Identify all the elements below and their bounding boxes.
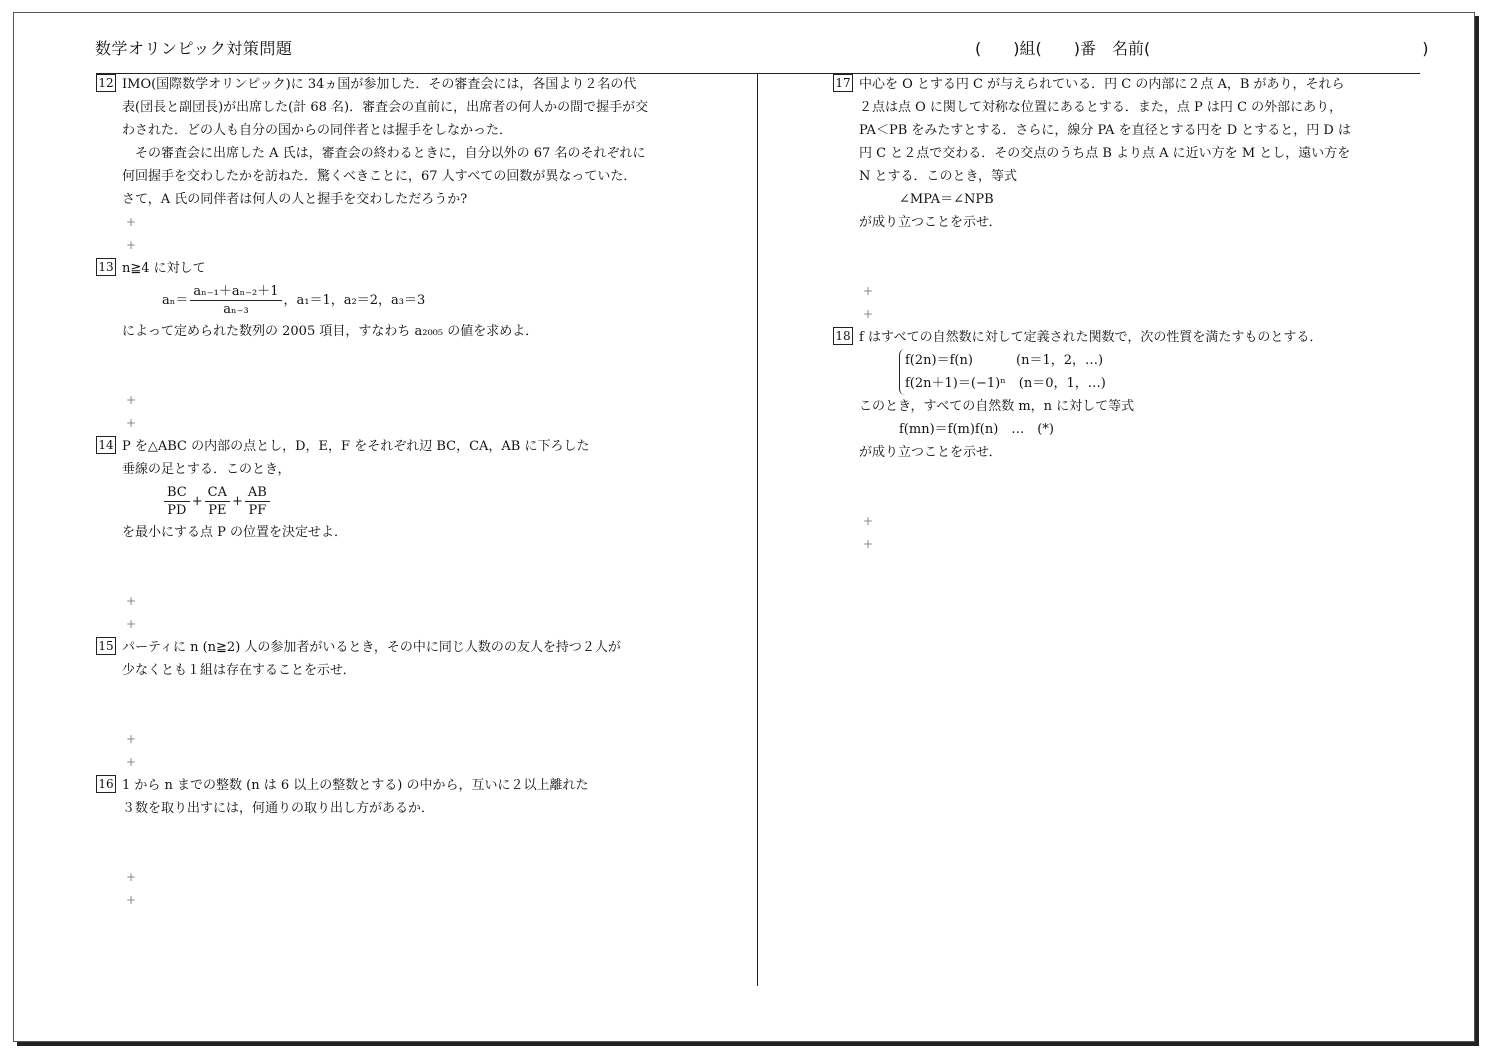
plus-operator: + xyxy=(191,493,203,509)
case-odd: f(2n＋1)＝(−1)ⁿ (n＝0，1，…) xyxy=(905,376,1106,391)
fraction-numerator: BC xyxy=(164,484,190,502)
problem-text-line: P を△ABC の内部の点とし，D，E，F をそれぞれ辺 BC，CA，AB に下ろした xyxy=(122,439,590,454)
problem-13 xyxy=(96,257,736,435)
problem-text-line: PA＜PB をみたすとする．さらに，線分 PA を直径とする円を D とすると，円 D は xyxy=(859,123,1351,138)
problem-text-line: f はすべての自然数に対して定義された関数で，次の性質を満たすものとする． xyxy=(859,330,1323,345)
page-title: 数学オリンピック対策問題 xyxy=(95,39,293,58)
multiplicative-equation: f(mn)＝f(m)f(n) … (*) xyxy=(899,422,1054,437)
plus-mark: + xyxy=(126,732,137,746)
problem-number-box: 18 xyxy=(833,327,853,345)
left-column xyxy=(96,73,736,912)
fraction-denominator: PE xyxy=(208,502,227,518)
problem-text-line: このとき，すべての自然数 m，n に対して等式 xyxy=(859,399,1135,414)
fraction-numerator: CA xyxy=(205,484,230,502)
plus-mark: + xyxy=(126,215,137,229)
problem-text-line: ２点は点 O に関して対称な位置にあるとする．また，点 P は円 C の外部にあり， xyxy=(859,100,1343,115)
ratio-sum-formula xyxy=(96,481,736,521)
cases-brace xyxy=(899,349,1106,395)
problem-text-line: を最小にする点 P の位置を決定せよ． xyxy=(122,525,348,540)
problem-number-box: 14 xyxy=(96,436,116,454)
problem-text-line: パーティに n (n≧2) 人の参加者がいるとき，その中に同じ人数のの友人を持つ２人が xyxy=(122,640,621,655)
plus-mark: + xyxy=(863,537,874,551)
plus-mark: + xyxy=(126,238,137,252)
fraction-numerator: AB xyxy=(245,484,270,502)
problem-17 xyxy=(833,73,1413,326)
problem-text-line: が成り立つことを示せ． xyxy=(859,215,1002,230)
problem-text-line: わされた．どの人も自分の国からの同伴者とは握手をしなかった． xyxy=(122,123,513,138)
fraction-denominator: PD xyxy=(167,502,187,518)
fraction-denominator: aₙ₋₃ xyxy=(223,301,249,317)
problem-number-box: 12 xyxy=(96,74,116,92)
formula-lhs: aₙ＝ xyxy=(162,292,189,308)
problem-text-line: その審査会に出席した A 氏は，審査会の終わるときに，自分以外の 67 名のそれぞれに xyxy=(122,146,646,161)
angle-equation: ∠MPA＝∠NPB xyxy=(899,192,994,207)
problem-text-line: ３数を取り出すには，何通りの取り出し方があるか． xyxy=(122,801,435,816)
problem-number-box: 13 xyxy=(96,258,116,276)
plus-mark: + xyxy=(126,755,137,769)
problem-text-line: N とする．このとき，等式 xyxy=(859,169,1017,184)
column-divider xyxy=(757,74,758,986)
function-cases xyxy=(833,349,1413,395)
plus-mark: + xyxy=(126,870,137,884)
plus-mark: + xyxy=(126,617,137,631)
plus-mark: + xyxy=(863,307,874,321)
problem-text-line: 中心を O とする円 C が与えられている．円 C の内部に２点 A，B があり，それら xyxy=(859,77,1345,92)
problem-number-box: 15 xyxy=(96,637,116,655)
problem-text-line: 垂線の足とする．このとき， xyxy=(122,462,291,477)
problem-text-line: 表(団長と副団長)が出席した(計 68 名)．審査会の直前に，出席者の何人かの間で握手が交 xyxy=(122,100,649,115)
problem-14 xyxy=(96,435,736,636)
fraction-bc-pd xyxy=(164,484,190,519)
fraction-ab-pf xyxy=(245,484,270,519)
case-even: f(2n)＝f(n) (n＝1，2，…) xyxy=(905,353,1104,368)
plus-mark: + xyxy=(126,416,137,430)
problem-18 xyxy=(833,326,1413,556)
problem-text-line: 円 C と２点で交わる．その交点のうち点 B より点 A に近い方を M とし，遠い方を xyxy=(859,146,1351,161)
problem-number-box: 17 xyxy=(833,74,853,92)
fraction-numerator: aₙ₋₁＋aₙ₋₂＋1 xyxy=(190,283,281,301)
problem-text-line: 1 から n までの整数 (n は 6 以上の整数とする) の中から，互いに２以上離れた xyxy=(122,778,589,793)
plus-mark: + xyxy=(126,893,137,907)
recurrence-fraction xyxy=(190,283,281,318)
problem-text-line: が成り立つことを示せ． xyxy=(859,445,1002,460)
problem-number-box: 16 xyxy=(96,775,116,793)
problem-text-line: 何回握手を交わしたかを訪ねた．驚くべきことに，67 人すべての回数が異なっていた． xyxy=(122,169,637,184)
fraction-ca-pe xyxy=(205,484,230,519)
plus-mark: + xyxy=(863,284,874,298)
problem-text-line: IMO(国際数学オリンピック)に 34ヵ国が参加した．その審査会には，各国より２名の代 xyxy=(122,77,637,92)
problem-text-line: によって定められた数列の 2005 項目，すなわち a₂₀₀₅ の値を求めよ． xyxy=(122,324,539,339)
problem-16 xyxy=(96,774,736,912)
plus-mark: + xyxy=(126,594,137,608)
plus-operator: + xyxy=(232,493,243,509)
recurrence-formula xyxy=(96,280,736,320)
plus-mark: + xyxy=(126,393,137,407)
problem-text-line: さて，A 氏の同伴者は何人の人と握手を交わしただろうか? xyxy=(122,192,468,207)
formula-rhs: ，a₁＝1，a₂＝2，a₃＝3 xyxy=(283,292,426,308)
problem-15 xyxy=(96,636,736,774)
right-column xyxy=(833,73,1413,556)
fraction-denominator: PF xyxy=(248,502,267,518)
problem-intro: n≧4 に対して xyxy=(122,261,206,276)
problem-12 xyxy=(96,73,736,257)
class-number-name-field: ( )組( )番 名前( ) xyxy=(975,39,1429,58)
plus-mark: + xyxy=(863,514,874,528)
problem-text-line: 少なくとも１組は存在することを示せ． xyxy=(122,663,356,678)
